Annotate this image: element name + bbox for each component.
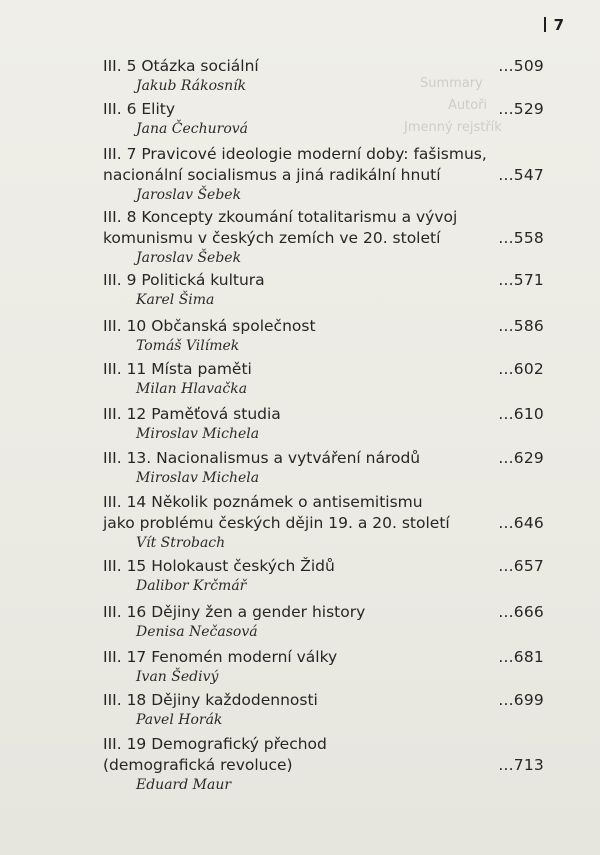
toc-entry-title-line: III. 11 Místa paměti ...602 xyxy=(103,360,544,378)
toc-page-number: ...586 xyxy=(498,317,544,335)
toc-entry-author: Miroslav Michela xyxy=(136,426,260,442)
toc-entry xyxy=(103,734,544,795)
toc-entry xyxy=(103,270,544,310)
toc-entry-author: Eduard Maur xyxy=(136,777,232,793)
toc-page-number: ...681 xyxy=(498,648,544,666)
toc-entry-author: Jana Čechurová xyxy=(136,121,249,137)
toc-entry xyxy=(103,602,544,642)
toc-entry-title-line: III. 8 Koncepty zkoumání totalitarismu a vývoj xyxy=(103,208,458,226)
toc-page-number: ...666 xyxy=(498,603,544,621)
toc-entry-title-line: III. 10 Občanská společnost ...586 xyxy=(103,317,544,335)
toc-page-number: ...713 xyxy=(498,756,544,774)
toc-entry-title-line: III. 5 Otázka sociální ...509 xyxy=(103,57,544,75)
toc-entry xyxy=(103,207,544,268)
page-number: 7 xyxy=(553,16,564,34)
toc-page-number: ...657 xyxy=(498,557,544,575)
toc-entry-author: Pavel Horák xyxy=(136,712,223,728)
toc-page-number: ...509 xyxy=(498,57,544,75)
toc-entry-author: Denisa Nečasová xyxy=(136,624,258,640)
toc-entry xyxy=(103,690,544,730)
toc-entry-author: Tomáš Vilímek xyxy=(136,338,240,354)
toc-entry xyxy=(103,99,544,139)
toc-entry xyxy=(103,647,544,687)
toc-entry xyxy=(103,448,544,488)
toc-entry-title-line: III. 9 Politická kultura ...571 xyxy=(103,271,544,289)
toc-entry-title-line: jako problému českých dějin 19. a 20. století ...646 xyxy=(103,514,544,532)
toc-page-number: ...699 xyxy=(498,691,544,709)
toc-entry-title-line: III. 7 Pravicové ideologie moderní doby: fašismus, xyxy=(103,145,487,163)
toc-entry xyxy=(103,359,544,399)
toc-entry-author: Ivan Šedivý xyxy=(136,669,219,685)
bleed-through-text: Autoři xyxy=(448,98,488,113)
toc-entry-title-line: III. 13. Nacionalismus a vytváření národů ...629 xyxy=(103,449,544,467)
toc-entry-author: Karel Šima xyxy=(136,292,215,308)
toc-page-number: ...547 xyxy=(498,166,544,184)
toc-entry-author: Vít Strobach xyxy=(136,535,226,551)
toc-page-number: ...529 xyxy=(498,100,544,118)
toc-entry xyxy=(103,56,544,96)
toc-entry-author: Milan Hlavačka xyxy=(136,381,248,397)
toc-entry-author: Dalibor Krčmář xyxy=(136,578,247,594)
toc-entry-title-line: komunismu v českých zemích ve 20. století ...558 xyxy=(103,229,544,247)
toc-entry-title-line: III. 17 Fenomén moderní války ...681 xyxy=(103,648,544,666)
header-divider xyxy=(544,17,546,32)
toc-page-number: ...646 xyxy=(498,514,544,532)
bleed-through-text: Summary xyxy=(420,76,483,91)
toc-entry-title-line: III. 6 Elity ...529 xyxy=(103,100,544,118)
toc-page-number: ...558 xyxy=(498,229,544,247)
toc-entry xyxy=(103,144,544,205)
toc-entry-author: Miroslav Michela xyxy=(136,470,260,486)
toc-entry-author: Jaroslav Šebek xyxy=(136,187,242,203)
toc-entry-title-line: III. 18 Dějiny každodennosti ...699 xyxy=(103,691,544,709)
toc-entry xyxy=(103,492,544,553)
toc-entry-title-line: nacionální socialismus a jiná radikální hnutí ...547 xyxy=(103,166,544,184)
toc-entry xyxy=(103,556,544,596)
toc-entry-author: Jaroslav Šebek xyxy=(136,250,242,266)
toc-entry-title-line: III. 16 Dějiny žen a gender history ...666 xyxy=(103,603,544,621)
toc-entry-author: Jakub Rákosník xyxy=(136,78,247,94)
toc-entry xyxy=(103,404,544,444)
toc-entry xyxy=(103,316,544,356)
toc-page-number: ...571 xyxy=(498,271,544,289)
page-header xyxy=(544,16,564,34)
toc-entry-title-line: III. 12 Paměťová studia ...610 xyxy=(103,405,544,423)
toc-entry-title-line: III. 14 Několik poznámek o antisemitismu xyxy=(103,493,423,511)
toc-entry-title-line: III. 15 Holokaust českých Židů ...657 xyxy=(103,557,544,575)
toc-entry-title-line: III. 19 Demografický přechod xyxy=(103,735,327,753)
toc-page-number: ...610 xyxy=(498,405,544,423)
toc-entry-title-line: (demografická revoluce) ...713 xyxy=(103,756,544,774)
toc-page-number: ...602 xyxy=(498,360,544,378)
toc-page-number: ...629 xyxy=(498,449,544,467)
bleed-through-text: Jmenný rejstřík xyxy=(404,120,502,135)
